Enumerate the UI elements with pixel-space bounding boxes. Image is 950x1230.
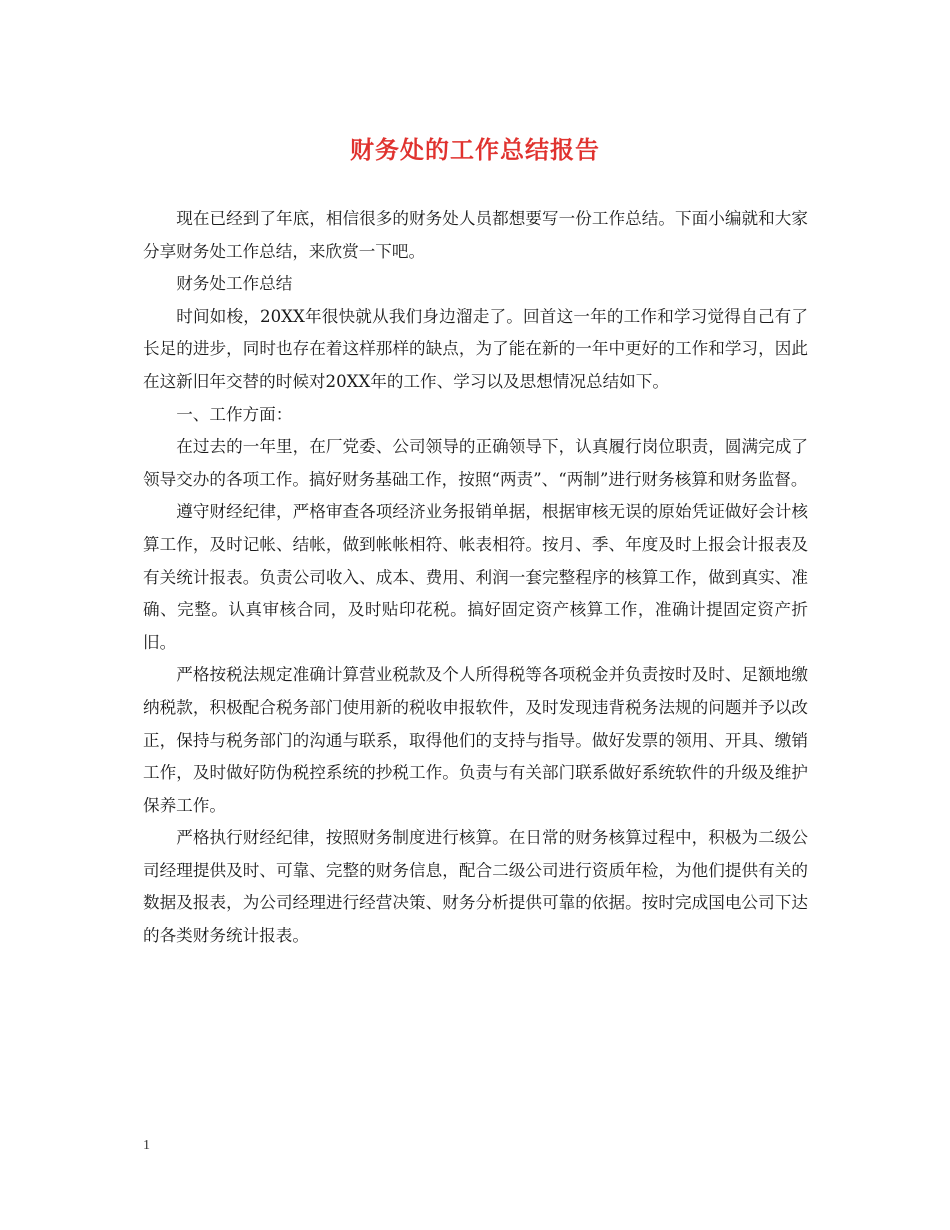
page-number: 1 [143, 1138, 150, 1153]
paragraph-work-4: 严格执行财经纪律，按照财务制度进行核算。在日常的财务核算过程中，积极为二级公司经理提供及时、可靠、完整的财务信息，配合二级公司进行资质年检，为他们提供有关的数据及报表，为公司经理进行经营决策、财务分析提供可靠的依据。按时完成国电公司下达的各类财务统计报表。 [143, 828, 808, 946]
section-heading-work: 一、工作方面： [176, 404, 293, 424]
paragraph-work-3: 严格按税法规定准确计算营业税款及个人所得税等各项税金并负责按时及时、足额地缴纳税款，积极配合税务部门使用新的税收申报软件，及时发现违背税务法规的问题并予以改正，保持与税务部门的沟通与联系，取得他们的支持与指导。做好发票的领用、开具、缴销工作，及时做好防伪税控系统的抄税工作。负责与有关部门联系做好系统软件的升级及维护保养工作。 [143, 665, 808, 815]
paragraph-subtitle: 财务处工作总结 [176, 274, 293, 294]
document-title: 财务处的工作总结报告 [350, 135, 600, 164]
paragraph-work-1: 在过去的一年里，在厂党委、公司领导的正确领导下，认真履行岗位职责，圆满完成了领导交办的各项工作。搞好财务基础工作，按照“两责”、“两制”进行财务核算和财务监督。 [143, 437, 808, 489]
document-body [143, 203, 808, 953]
paragraph-work-2: 遵守财经纪律，严格审查各项经济业务报销单据，根据审核无误的原始凭证做好会计核算工作，及时记帐、结帐，做到帐帐相符、帐表相符。按月、季、年度及时上报会计报表及有关统计报表。负责公司收入、成本、费用、利润一套完整程序的核算工作，做到真实、准确、完整。认真审核合同，及时贴印花税。搞好固定资产核算工作，准确计提固定资产折旧。 [143, 502, 808, 652]
paragraph-intro: 现在已经到了年底，相信很多的财务处人员都想要写一份工作总结。下面小编就和大家分享财务处工作总结，来欣赏一下吧。 [143, 209, 808, 261]
paragraph-overview: 时间如梭，20XX年很快就从我们身边溜走了。回首这一年的工作和学习觉得自己有了长足的进步，同时也存在着这样那样的缺点，为了能在新的一年中更好的工作和学习，因此在这新旧年交替的时候对20XX年的工作、学习以及思想情况总结如下。 [143, 306, 808, 391]
